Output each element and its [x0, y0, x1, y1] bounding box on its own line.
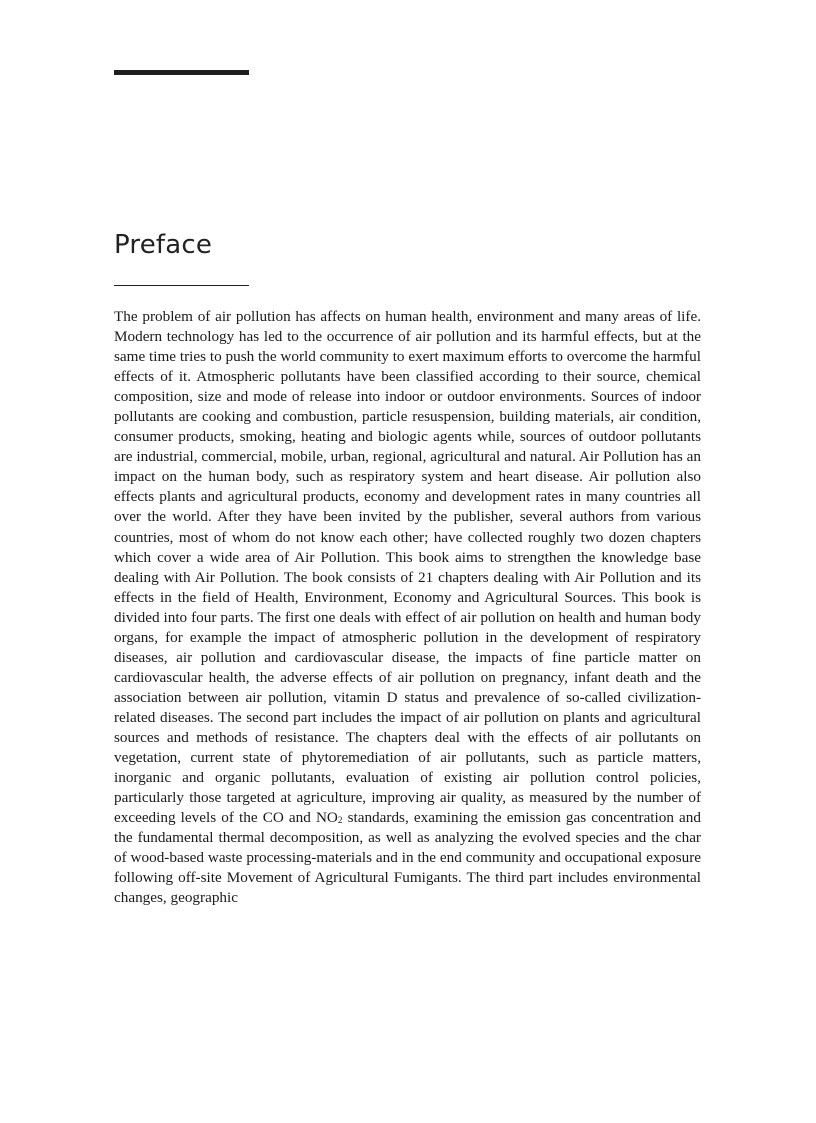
paragraph-text-part-2: standards, examining the emission gas concentration and the fundamental thermal decomposition, as well as analyzing the evolved species and the char of wood-based waste processing-materials and in the end community and occupational exposure following off-site Movement of Agricultural Fumigants. The third part includes environmental changes, geographic [114, 809, 701, 907]
paragraph-text-part-1: The problem of air pollution has affects on human health, environment and many areas of life. Modern technology has led to the occurrence of air pollution and its harmful effects, but at the same time tries to push the world community to exert maximum efforts to overcome the harmful effects of it. Atmospheric pollutants have been classified according to their source, chemical composition, size and mode of release into indoor or outdoor environments. Sources of indoor pollutants are cooking and combustion, particle resuspension, building materials, air condition, consumer products, smoking, heating and biologic agents while, sources of outdoor pollutants are industrial, commercial, mobile, urban, regional, agricultural and natural. Air Pollution has an impact on the human body, such as respiratory system and heart disease. Air pollution also effects plants and agricultural products, economy and development rates in many countries all over the world. After they have been invited by the publisher, several authors from various countries, most of whom do not know each other; have collected roughly two dozen chapters which cover a wide area of Air Pollution. This book aims to strengthen the knowledge base dealing with Air Pollution. The book consists of 21 chapters dealing with Air Pollution and its effects in the field of Health, Environment, Economy and Agricultural Sources. This book is divided into four parts. The first one deals with effect of air pollution on health and human body organs, for example the impact of atmospheric pollution in the development of respiratory diseases, air pollution and cardiovascular disease, the impacts of fine particle matter on cardiovascular health, the adverse effects of air pollution on pregnancy, infant death and the association between air pollution, vitamin D status and prevalence of so-called civilization-related diseases. The second part includes the impact of air pollution on plants and agricultural sources and methods of resistance. The chapters deal with the effects of air pollutants on vegetation, current state of phytoremediation of air pollutants, such as particle matters, inorganic and organic pollutants, evaluation of existing air pollution control policies, particularly those targeted at agriculture, improving air quality, as measured by the number of exceeding levels of the CO and NO [114, 308, 701, 827]
no2-subscript: 2 [337, 815, 343, 826]
page-title: Preface [114, 230, 213, 260]
top-decorative-rule [114, 70, 249, 75]
title-underline-rule [114, 285, 249, 286]
preface-body-paragraph [114, 307, 701, 908]
